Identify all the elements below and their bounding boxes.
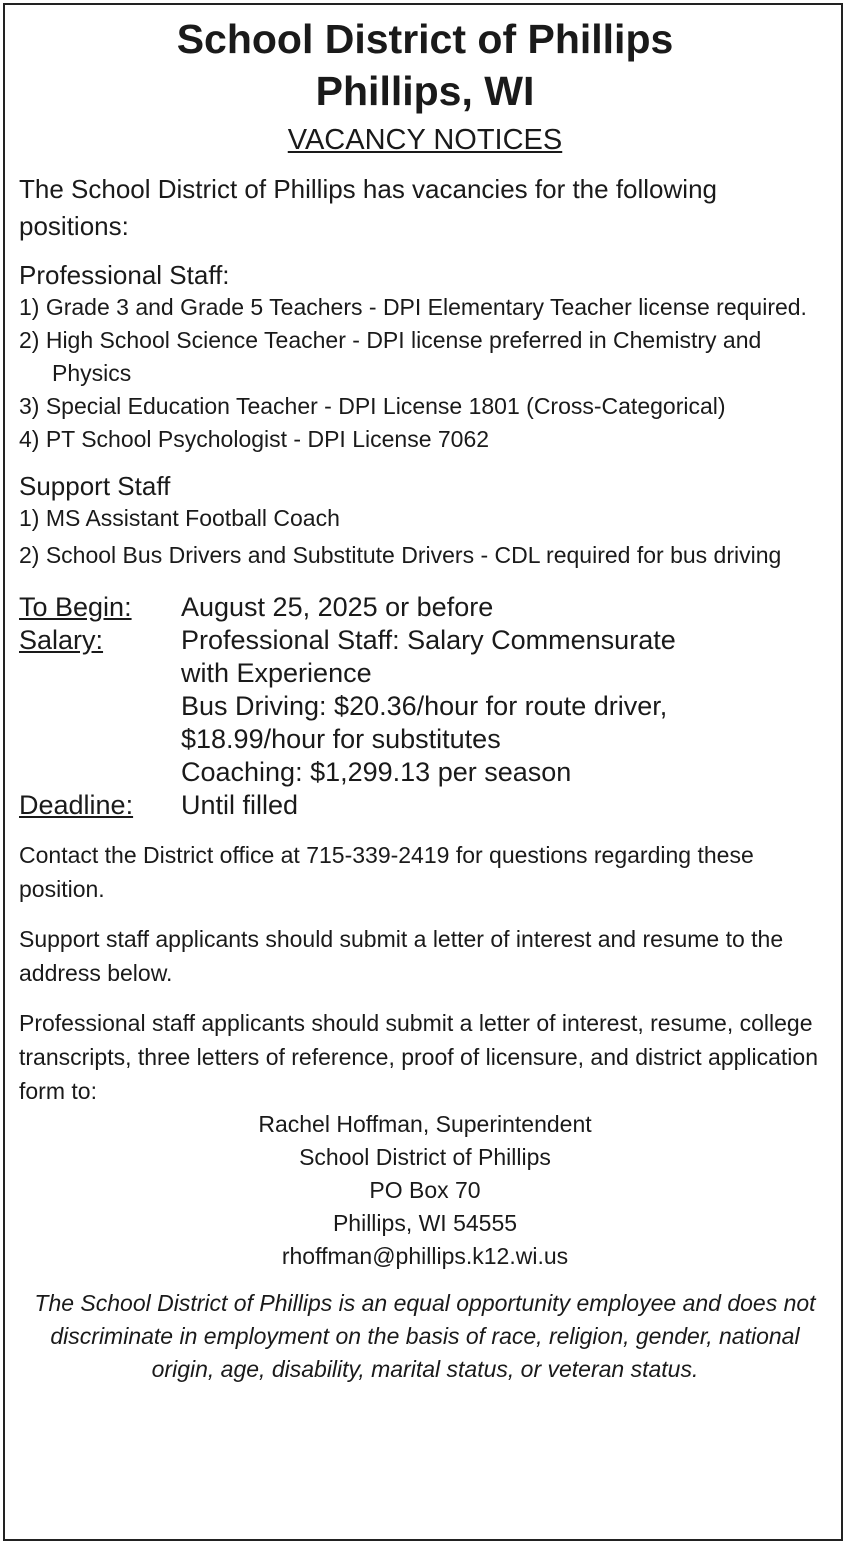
title-location: Phillips, WI	[315, 68, 535, 114]
deadline-row	[19, 789, 831, 822]
notice-content	[19, 13, 831, 1386]
employment-terms	[19, 591, 831, 822]
address-name: Rachel Hoffman, Superintendent	[258, 1111, 592, 1137]
address-po-box: PO Box 70	[369, 1177, 481, 1203]
professional-apply-paragraph: Professional staff applicants should submit a letter of interest, resume, college transcripts, three letters of reference, proof of licensure, and district application form to:	[19, 1010, 819, 1104]
deadline-value: Until filled	[181, 790, 299, 820]
salary-line: $18.99/hour for substitutes	[181, 724, 501, 754]
support-staff-list	[19, 502, 831, 575]
eeo-statement: The School District of Phillips is an equal opportunity employee and does not discriminate in employment on the basis of race, religion, gender, national origin, age, disability, marital status, or veteran status.	[34, 1290, 816, 1382]
list-item: 2) High School Science Teacher - DPI license preferred in Chemistry and Physics	[19, 327, 762, 386]
list-item: 1) MS Assistant Football Coach	[19, 505, 340, 531]
salary-line: Coaching: $1,299.13 per season	[181, 757, 572, 787]
list-item: 1) Grade 3 and Grade 5 Teachers - DPI Elementary Teacher license required.	[19, 294, 807, 320]
vacancy-notices-heading: VACANCY NOTICES	[287, 124, 563, 156]
salary-line: with Experience	[181, 658, 372, 688]
deadline-label: Deadline:	[19, 790, 134, 820]
salary-label: Salary:	[19, 625, 104, 655]
professional-staff-list	[19, 291, 831, 456]
list-item: 3) Special Education Teacher - DPI License 1801 (Cross-Categorical)	[19, 393, 726, 419]
page-title	[19, 13, 831, 117]
salary-line: Professional Staff: Salary Commensurate	[181, 625, 676, 655]
address-city: Phillips, WI 54555	[332, 1210, 518, 1236]
list-item: 4) PT School Psychologist - DPI License 7062	[19, 426, 490, 452]
address-org: School District of Phillips	[299, 1144, 551, 1170]
begin-row	[19, 591, 831, 624]
list-item: 2) School Bus Drivers and Substitute Drivers - CDL required for bus driving	[19, 542, 782, 568]
professional-staff-heading: Professional Staff:	[19, 260, 230, 290]
vacancy-notice-page	[3, 3, 843, 1541]
begin-label: To Begin:	[19, 592, 132, 622]
contact-paragraph: Contact the District office at 715-339-2419 for questions regarding these position.	[19, 842, 754, 902]
address-email: rhoffman@phillips.k12.wi.us	[281, 1243, 569, 1269]
mailing-address	[19, 1108, 831, 1273]
title-district: School District of Phillips	[176, 16, 674, 62]
intro-text: The School District of Phillips has vacancies for the following positions:	[19, 174, 717, 241]
salary-value	[181, 624, 676, 789]
salary-row	[19, 624, 831, 789]
salary-line: Bus Driving: $20.36/hour for route driver,	[181, 691, 668, 721]
support-staff-heading: Support Staff	[19, 471, 171, 501]
support-apply-paragraph: Support staff applicants should submit a letter of interest and resume to the address below.	[19, 926, 784, 986]
begin-value: August 25, 2025 or before	[181, 592, 494, 622]
